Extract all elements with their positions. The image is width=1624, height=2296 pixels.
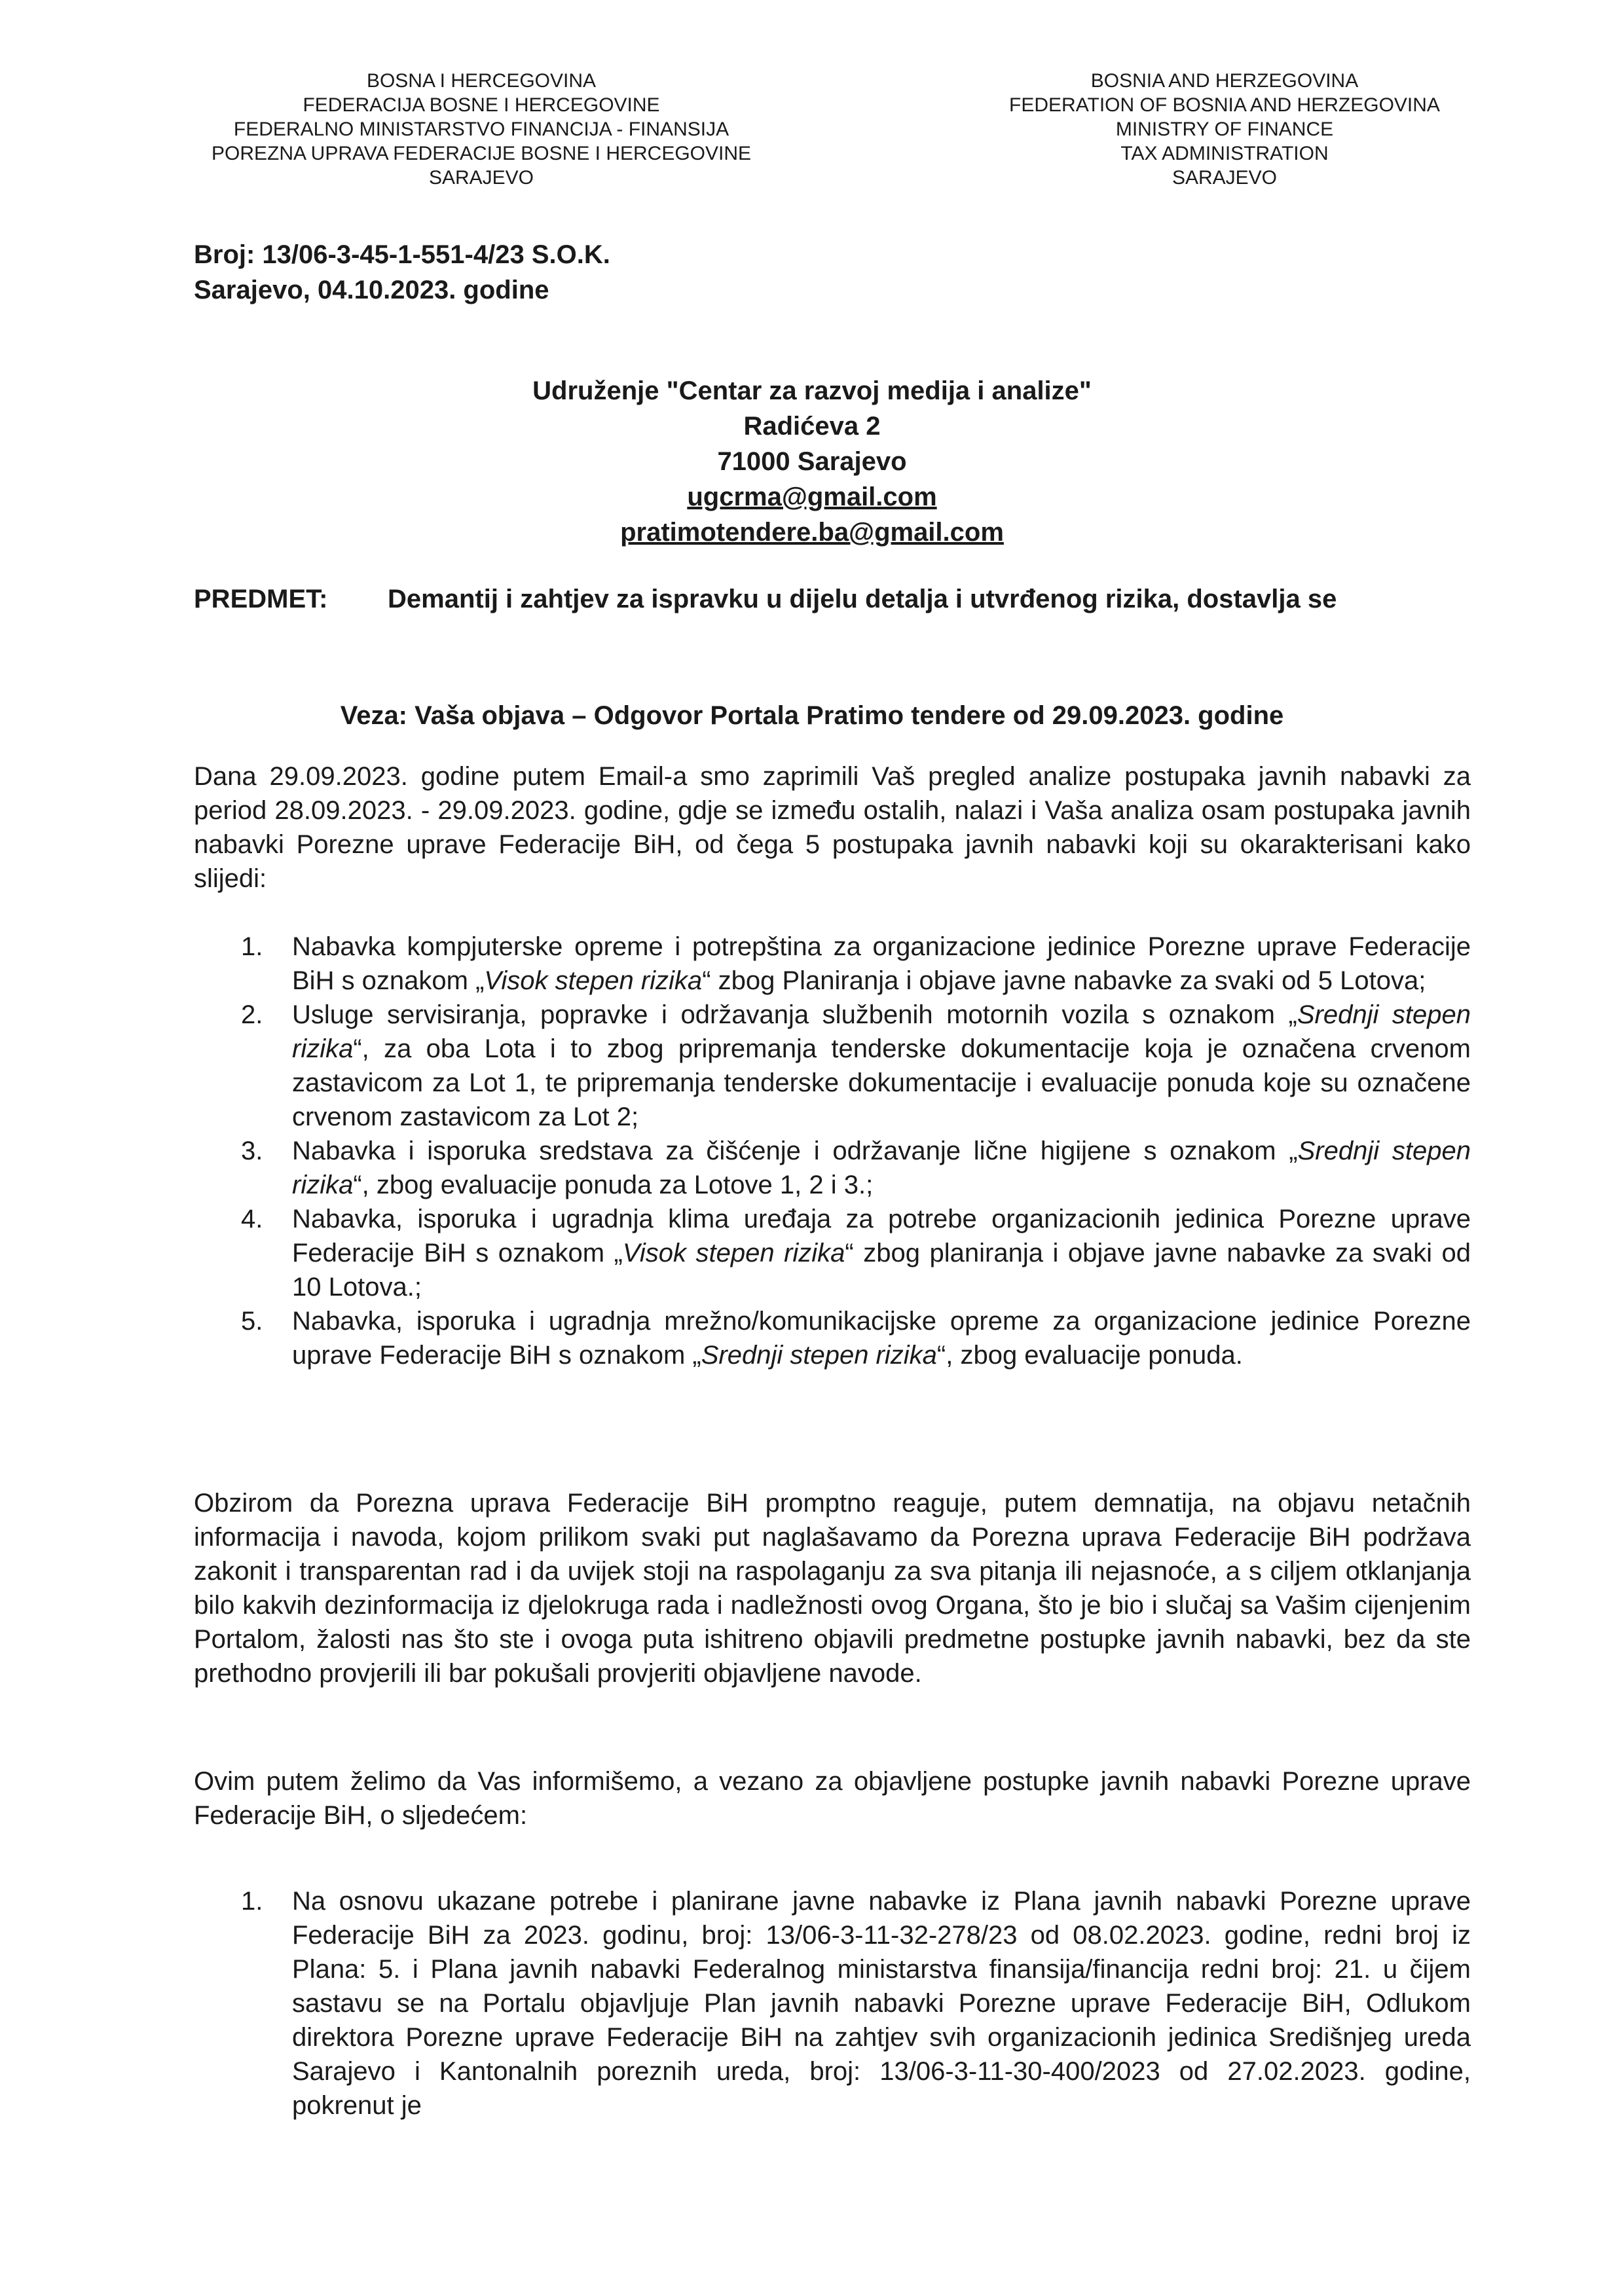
list-item-text: “ zbog planiranja i objave javne nabavke za svaki od 10 Lotova.; — [292, 1239, 1471, 1302]
reference-block — [194, 237, 610, 308]
header-left-line: FEDERACIJA BOSNE I HERCEGOVINE — [303, 94, 660, 116]
list-item-text: Nabavka kompjuterske opreme i potrepština za organizacione jedinice Porezne uprave Federacije BiH s oznakom „ — [292, 932, 1471, 995]
risk-level: Visok stepen rizika — [484, 966, 703, 995]
recipient-name: Udruženje "Centar za razvoj medija i analize" — [532, 376, 1092, 405]
recipient-street: Radićeva 2 — [743, 412, 881, 441]
header-right-line: TAX ADMINISTRATION — [1120, 143, 1329, 164]
header-right-line: BOSNIA AND HERZEGOVINA — [1090, 70, 1359, 92]
list-item-text: Usluge servisiranja, popravke i održavanja službenih motornih vozila s oznakom „ — [292, 1000, 1297, 1029]
list-item-text: Nabavka i isporuka sredstava za čišćenje i održavanje lične higijene s oznakom „ — [292, 1137, 1298, 1165]
list-item-text: Nabavka, isporuka i ugradnja mrežno/komunikacijske opreme za organizacione jedinice Porezne uprave Federacije BiH s oznakom „ — [292, 1307, 1471, 1370]
reference-number: Broj: 13/06-3-45-1-551-4/23 S.O.K. — [194, 240, 610, 269]
list-item-number: 4. — [241, 1205, 263, 1233]
list-item-text: “, zbog evaluacije ponuda za Lotove 1, 2 i 3.; — [353, 1171, 874, 1199]
list-item — [194, 1884, 1471, 2123]
list-item-text: Na osnovu ukazane potrebe i planirane javne nabavke iz Plana javnih nabavki Porezne uprave Federacije BiH za 2023. godinu, broj: 13/06-3-11-32-278/23 od 08.02.2023. godine, redni broj iz Plana: 5. i Plana javnih nabavki Federalnog ministarstva finansija/financija redni broj: 21. u čijem sastavu se na Portalu objavljuje Plan javnih nabavki Porezne uprave Federacije BiH, Odlukom direktora Porezne uprave Federacije BiH na zahtjev svih organizacionih jedinica Središnjeg ureda Sarajevo i Kantonalnih poreznih ureda, broj: 13/06-3-11-30-400/2023 od 27.02.2023. godine, pokrenut je — [292, 1887, 1471, 2120]
header-right-line: MINISTRY OF FINANCE — [1115, 118, 1334, 140]
header-left-line: SARAJEVO — [428, 167, 534, 189]
list-item-text: “ zbog Planiranja i objave javne nabavke za svaki od 5 Lotova; — [702, 966, 1426, 995]
header-right-line: SARAJEVO — [1172, 167, 1278, 189]
list-item-number: 2. — [241, 1000, 263, 1029]
recipient-email-link[interactable]: pratimotendere.ba@gmail.com — [620, 518, 1004, 547]
body-paragraph: Obzirom da Porezna uprava Federacije BiH promptno reaguje, putem demnatija, na objavu netačnih informacija i navoda, kojom prilikom svaki put naglašavamo da Porezna uprava Federacije BiH podržava zakonit i transparentan rad i da uvijek stoji na raspolaganju za sva pitanja ili nejasnoće, a s ciljem otklanjanja bilo kakvih dezinformacija iz djelokruga rada i nadležnosti ovog Organa, što je bio i slučaj sa Vašim cijenjenim Portalom, žalosti nas što ste i ovoga puta ishitreno objavili predmetne postupke javnih nabavki, bez da ste prethodno provjerili ili bar pokušali provjeriti objavljene navode. — [194, 1489, 1471, 1688]
list-item — [194, 1202, 1471, 1304]
risk-level: Srednji stepen rizika — [701, 1341, 937, 1370]
header-left-line: BOSNA I HERCEGOVINA — [366, 70, 597, 92]
clarification-list — [194, 1884, 1471, 2123]
header-right-line: FEDERATION OF BOSNIA AND HERZEGOVINA — [1009, 94, 1440, 116]
list-item-number: 1. — [241, 932, 263, 961]
reference-date: Sarajevo, 04.10.2023. godine — [194, 276, 549, 304]
list-item-number: 5. — [241, 1307, 263, 1336]
list-item — [194, 1134, 1471, 1202]
risk-level: Srednji stepen rizika — [292, 1000, 1471, 1063]
recipient-city: 71000 Sarajevo — [717, 447, 907, 476]
list-item-text: Nabavka, isporuka i ugradnja klima uređaja za potrebe organizacionih jedinica Porezne uprave Federacije BiH s oznakom „ — [292, 1205, 1471, 1267]
list-item-number: 1. — [241, 1887, 263, 1916]
reference-link-line: Veza: Vaša objava – Odgovor Portala Pratimo tendere od 29.09.2023. godine — [340, 701, 1284, 730]
list-item — [194, 998, 1471, 1134]
list-item-text: “, za oba Lota i to zbog pripremanja tenderske dokumentacije koja je označena crvenom zastavicom za Lot 1, te pripremanja tenderske dokumentacije i evaluacije ponuda koje su označene crvenom zastavicom za Lot 2; — [292, 1034, 1471, 1131]
recipient-email-link[interactable]: ugcrma@gmail.com — [687, 483, 937, 511]
recipient-block — [0, 373, 1624, 550]
header-left-line: FEDERALNO MINISTARSTVO FINANCIJA - FINANSIJA — [233, 118, 729, 140]
subject-label: PREDMET: — [194, 585, 328, 613]
list-item-text: “, zbog evaluacije ponuda. — [936, 1341, 1243, 1370]
list-item — [194, 1304, 1471, 1372]
list-item — [194, 930, 1471, 998]
intro-paragraph: Dana 29.09.2023. godine putem Email-a smo zaprimili Vaš pregled analize postupaka javnih nabavki za period 28.09.2023. - 29.09.2023. godine, gdje se između ostalih, nalazi i Vaša analiza osam postupaka javnih nabavki Porezne uprave Federacije BiH, od čega 5 postupaka javnih nabavki koji su okarakterisani kako slijedi: — [194, 762, 1471, 893]
header-left-line: POREZNA UPRAVA FEDERACIJE BOSNE I HERCEGOVINE — [211, 143, 752, 164]
subject-text: Demantij i zahtjev za ispravku u dijelu detalja i utvrđenog rizika, dostavlja se — [388, 585, 1337, 613]
procurement-list — [194, 930, 1471, 1372]
header-right — [943, 69, 1506, 190]
body-paragraph: Ovim putem želimo da Vas informišemo, a vezano za objavljene postupke javnih nabavki Porezne uprave Federacije BiH, o sljedećem: — [194, 1767, 1471, 1830]
list-item-number: 3. — [241, 1137, 263, 1165]
risk-level: Visok stepen rizika — [622, 1239, 845, 1267]
header-left — [170, 69, 792, 190]
risk-level: Srednji stepen rizika — [292, 1137, 1471, 1199]
